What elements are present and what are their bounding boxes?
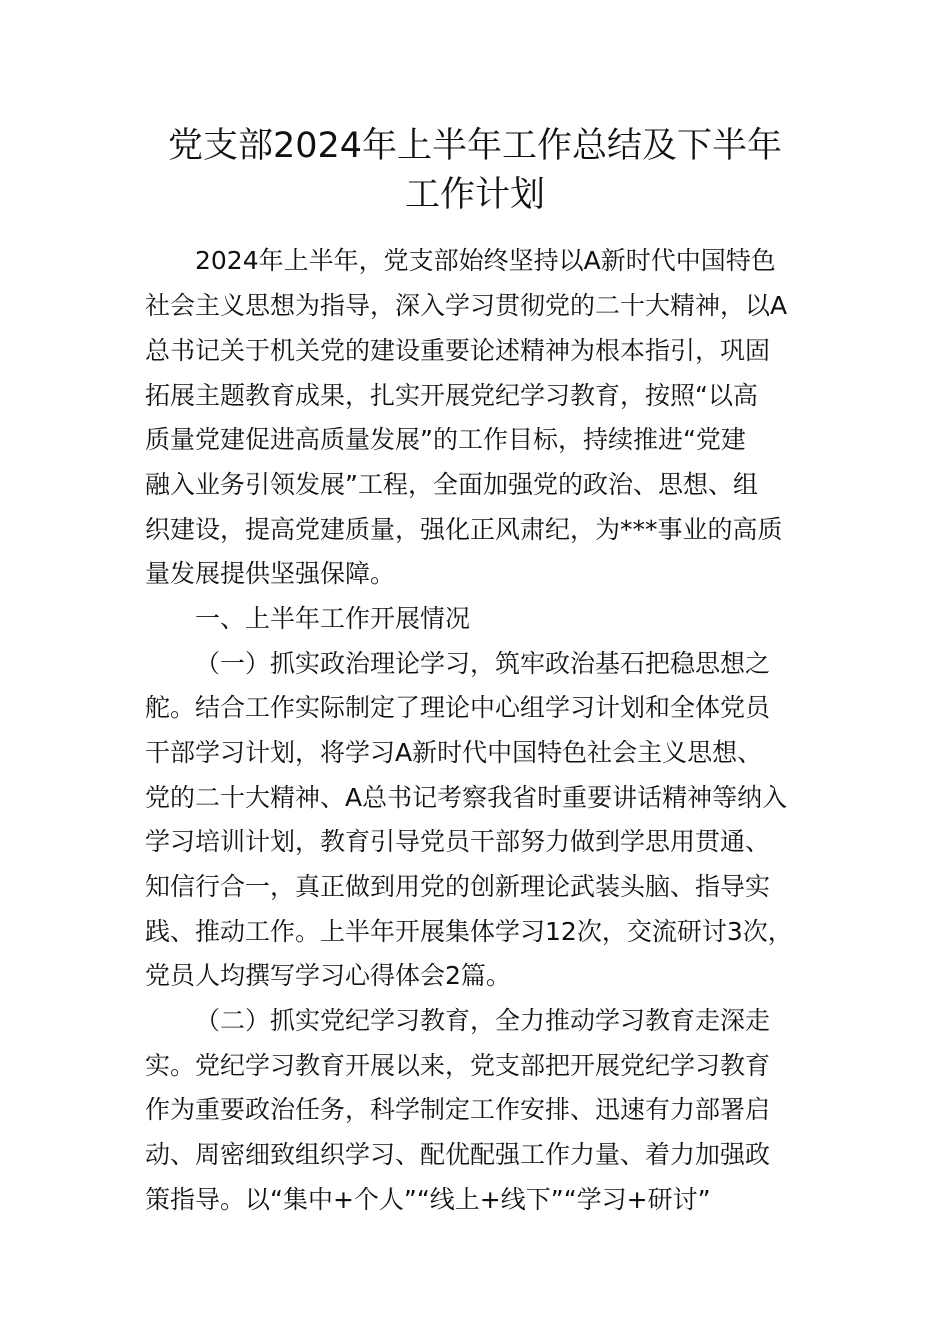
document-title-line-2: 工作计划: [404, 175, 545, 215]
text-line: 融入业务引领发展”工程，全面加强党的政治、思想、组: [145, 470, 758, 499]
text-line: 2024年上半年，党支部始终坚持以A新时代中国特色: [195, 246, 776, 275]
text-line: 质量党建促进高质量发展”的工作目标，持续推进“党建: [145, 425, 746, 454]
text-line: 党员人均撰写学习心得体会2篇。: [145, 961, 511, 990]
text-line: 实。党纪学习教育开展以来，党支部把开展党纪学习教育: [145, 1051, 771, 1080]
text-line: （一）抓实政治理论学习，筑牢政治基石把稳思想之: [195, 649, 771, 678]
text-line: 知信行合一，真正做到用党的创新理论武装头脑、指导实: [145, 872, 771, 901]
section-heading: 一、上半年工作开展情况: [195, 604, 471, 633]
text-line: （二）抓实党纪学习教育，全力推动学习教育走深走: [195, 1006, 771, 1035]
text-line: 干部学习计划，将学习A新时代中国特色社会主义思想、: [145, 738, 763, 767]
text-line: 量发展提供坚强保障。: [145, 559, 396, 588]
text-line: 社会主义思想为指导，深入学习贯彻党的二十大精神，以A: [145, 291, 788, 320]
text-line: 践、推动工作。上半年开展集体学习12次，交流研讨3次，: [145, 917, 793, 946]
text-line: 舵。结合工作实际制定了理论中心组学习计划和全体党员: [145, 693, 771, 722]
text-line: 学习培训计划，教育引导党员干部努力做到学思用贯通、: [145, 827, 771, 856]
text-line: 拓展主题教育成果，扎实开展党纪学习教育，按照“以高: [145, 381, 758, 410]
text-line: 总书记关于机关党的建设重要论述精神为根本指引，巩固: [145, 336, 771, 365]
text-line: 党的二十大精神、A总书记考察我省时重要讲话精神等纳入: [145, 783, 788, 812]
document-title-line-1: 党支部2024年上半年工作总结及下半年: [167, 126, 783, 166]
text-line: 作为重要政治任务，科学制定工作安排、迅速有力部署启: [145, 1095, 771, 1124]
text-line: 策指导。以“集中+个人”“线上+线下”“学习+研讨”: [145, 1185, 711, 1214]
text-line: 织建设，提高党建质量，强化正风肃纪，为***事业的高质: [145, 515, 783, 544]
text-line: 动、周密细致组织学习、配优配强工作力量、着力加强政: [145, 1140, 771, 1169]
